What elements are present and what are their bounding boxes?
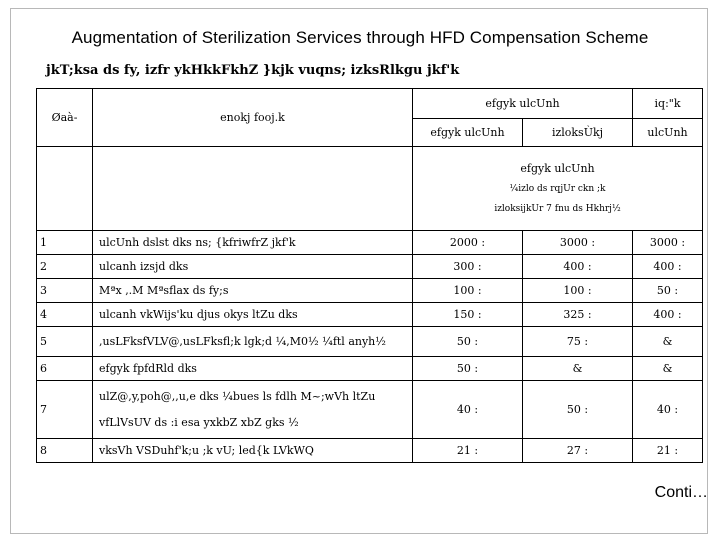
row-value-postpartum: 27 :: [523, 439, 633, 463]
row-value-postpartum: 75 :: [523, 327, 633, 357]
table-row: [37, 255, 703, 279]
row-value-postpartum: 325 :: [523, 303, 633, 327]
row-desc-line-1: ulZ@,y,poh@,,u,e dks ¼bues ls fdlh M~;wVh ltZu: [99, 389, 376, 403]
row-value-postpartum: &: [523, 357, 633, 381]
row-value-female: 40 :: [413, 381, 523, 439]
row-value-postpartum: 3000 :: [523, 231, 633, 255]
table-row: [37, 439, 703, 463]
row-desc: ,usLFksfVLV@,usLFksfl;k lgk;d ¼,M0½ ¼ftl anyh½: [93, 327, 413, 357]
note-line-1: efgyk ulcUnh: [520, 161, 595, 175]
row-value-female: 300 :: [413, 255, 523, 279]
row-desc-line-2: vfLlVsUV ds :i esa yxkbZ xbZ gks ½: [99, 415, 299, 429]
row-sn: 6: [37, 357, 93, 381]
row-value-male: 400 :: [633, 255, 703, 279]
header-male: iq:"k: [633, 89, 703, 119]
row-value-female: 150 :: [413, 303, 523, 327]
row-sn: 4: [37, 303, 93, 327]
table-row: [37, 231, 703, 255]
row-value-male: &: [633, 327, 703, 357]
table-row: [37, 303, 703, 327]
row-value-male: 21 :: [633, 439, 703, 463]
row-desc: Mªx ,.M Mªsflax ds fy;s: [93, 279, 413, 303]
row-value-male: 400 :: [633, 303, 703, 327]
note-line-3: izloksijkUr 7 fnu ds Hkhrj½: [494, 203, 621, 214]
row-value-female: 50 :: [413, 327, 523, 357]
table-row: [37, 327, 703, 357]
row-sn: 5: [37, 327, 93, 357]
row-desc: ulcanh vkWijs'ku djus okys ltZu dks: [93, 303, 413, 327]
row-value-female: 21 :: [413, 439, 523, 463]
table-row: [37, 381, 703, 439]
table-row: [37, 279, 703, 303]
row-value-postpartum: 50 :: [523, 381, 633, 439]
page-subtitle: jkT;ksa ds fy, izfr ykHkkFkhZ }kjk vuqns; izksRlkgu jkf'k: [46, 63, 460, 78]
header-male-sub: ulcUnh: [633, 119, 703, 147]
table-row: [37, 357, 703, 381]
header-row: [37, 89, 703, 119]
row-value-male: &: [633, 357, 703, 381]
header-particulars: enokj fooj.k: [93, 89, 413, 147]
row-value-postpartum: 100 :: [523, 279, 633, 303]
continued-label: Conti…: [654, 484, 708, 501]
row-desc: vksVh VSDuhf'k;u ;k vU; led{k LVkWQ: [93, 439, 413, 463]
row-desc: ulcanh izsjd dks: [93, 255, 413, 279]
row-sn: 7: [37, 381, 93, 439]
row-sn: 3: [37, 279, 93, 303]
header-female-sub1: efgyk ulcUnh: [413, 119, 523, 147]
row-value-female: 100 :: [413, 279, 523, 303]
row-value-male: 50 :: [633, 279, 703, 303]
note-row: [37, 147, 703, 231]
postpartum-note: [413, 147, 703, 231]
note-line-2: ¼izlo ds rqjUr ckn ;k: [509, 183, 606, 194]
row-value-male: 40 :: [633, 381, 703, 439]
row-sn: 8: [37, 439, 93, 463]
row-desc: efgyk fpfdRld dks: [93, 357, 413, 381]
row-value-female: 50 :: [413, 357, 523, 381]
row-value-male: 3000 :: [633, 231, 703, 255]
row-sn: 2: [37, 255, 93, 279]
row-desc: ulcUnh dslst dks ns; {kfriwfrZ jkf'k: [93, 231, 413, 255]
page-title: Augmentation of Sterilization Services through HFD Compensation Scheme: [71, 28, 649, 47]
header-female-sub2: izloksÙkj: [523, 119, 633, 147]
row-desc: [93, 381, 413, 439]
row-sn: 1: [37, 231, 93, 255]
row-value-postpartum: 400 :: [523, 255, 633, 279]
row-value-female: 2000 :: [413, 231, 523, 255]
compensation-table: [36, 88, 703, 463]
header-sn: Øaà-: [37, 89, 93, 147]
header-female-sterilization: efgyk ulcUnh: [413, 89, 633, 119]
